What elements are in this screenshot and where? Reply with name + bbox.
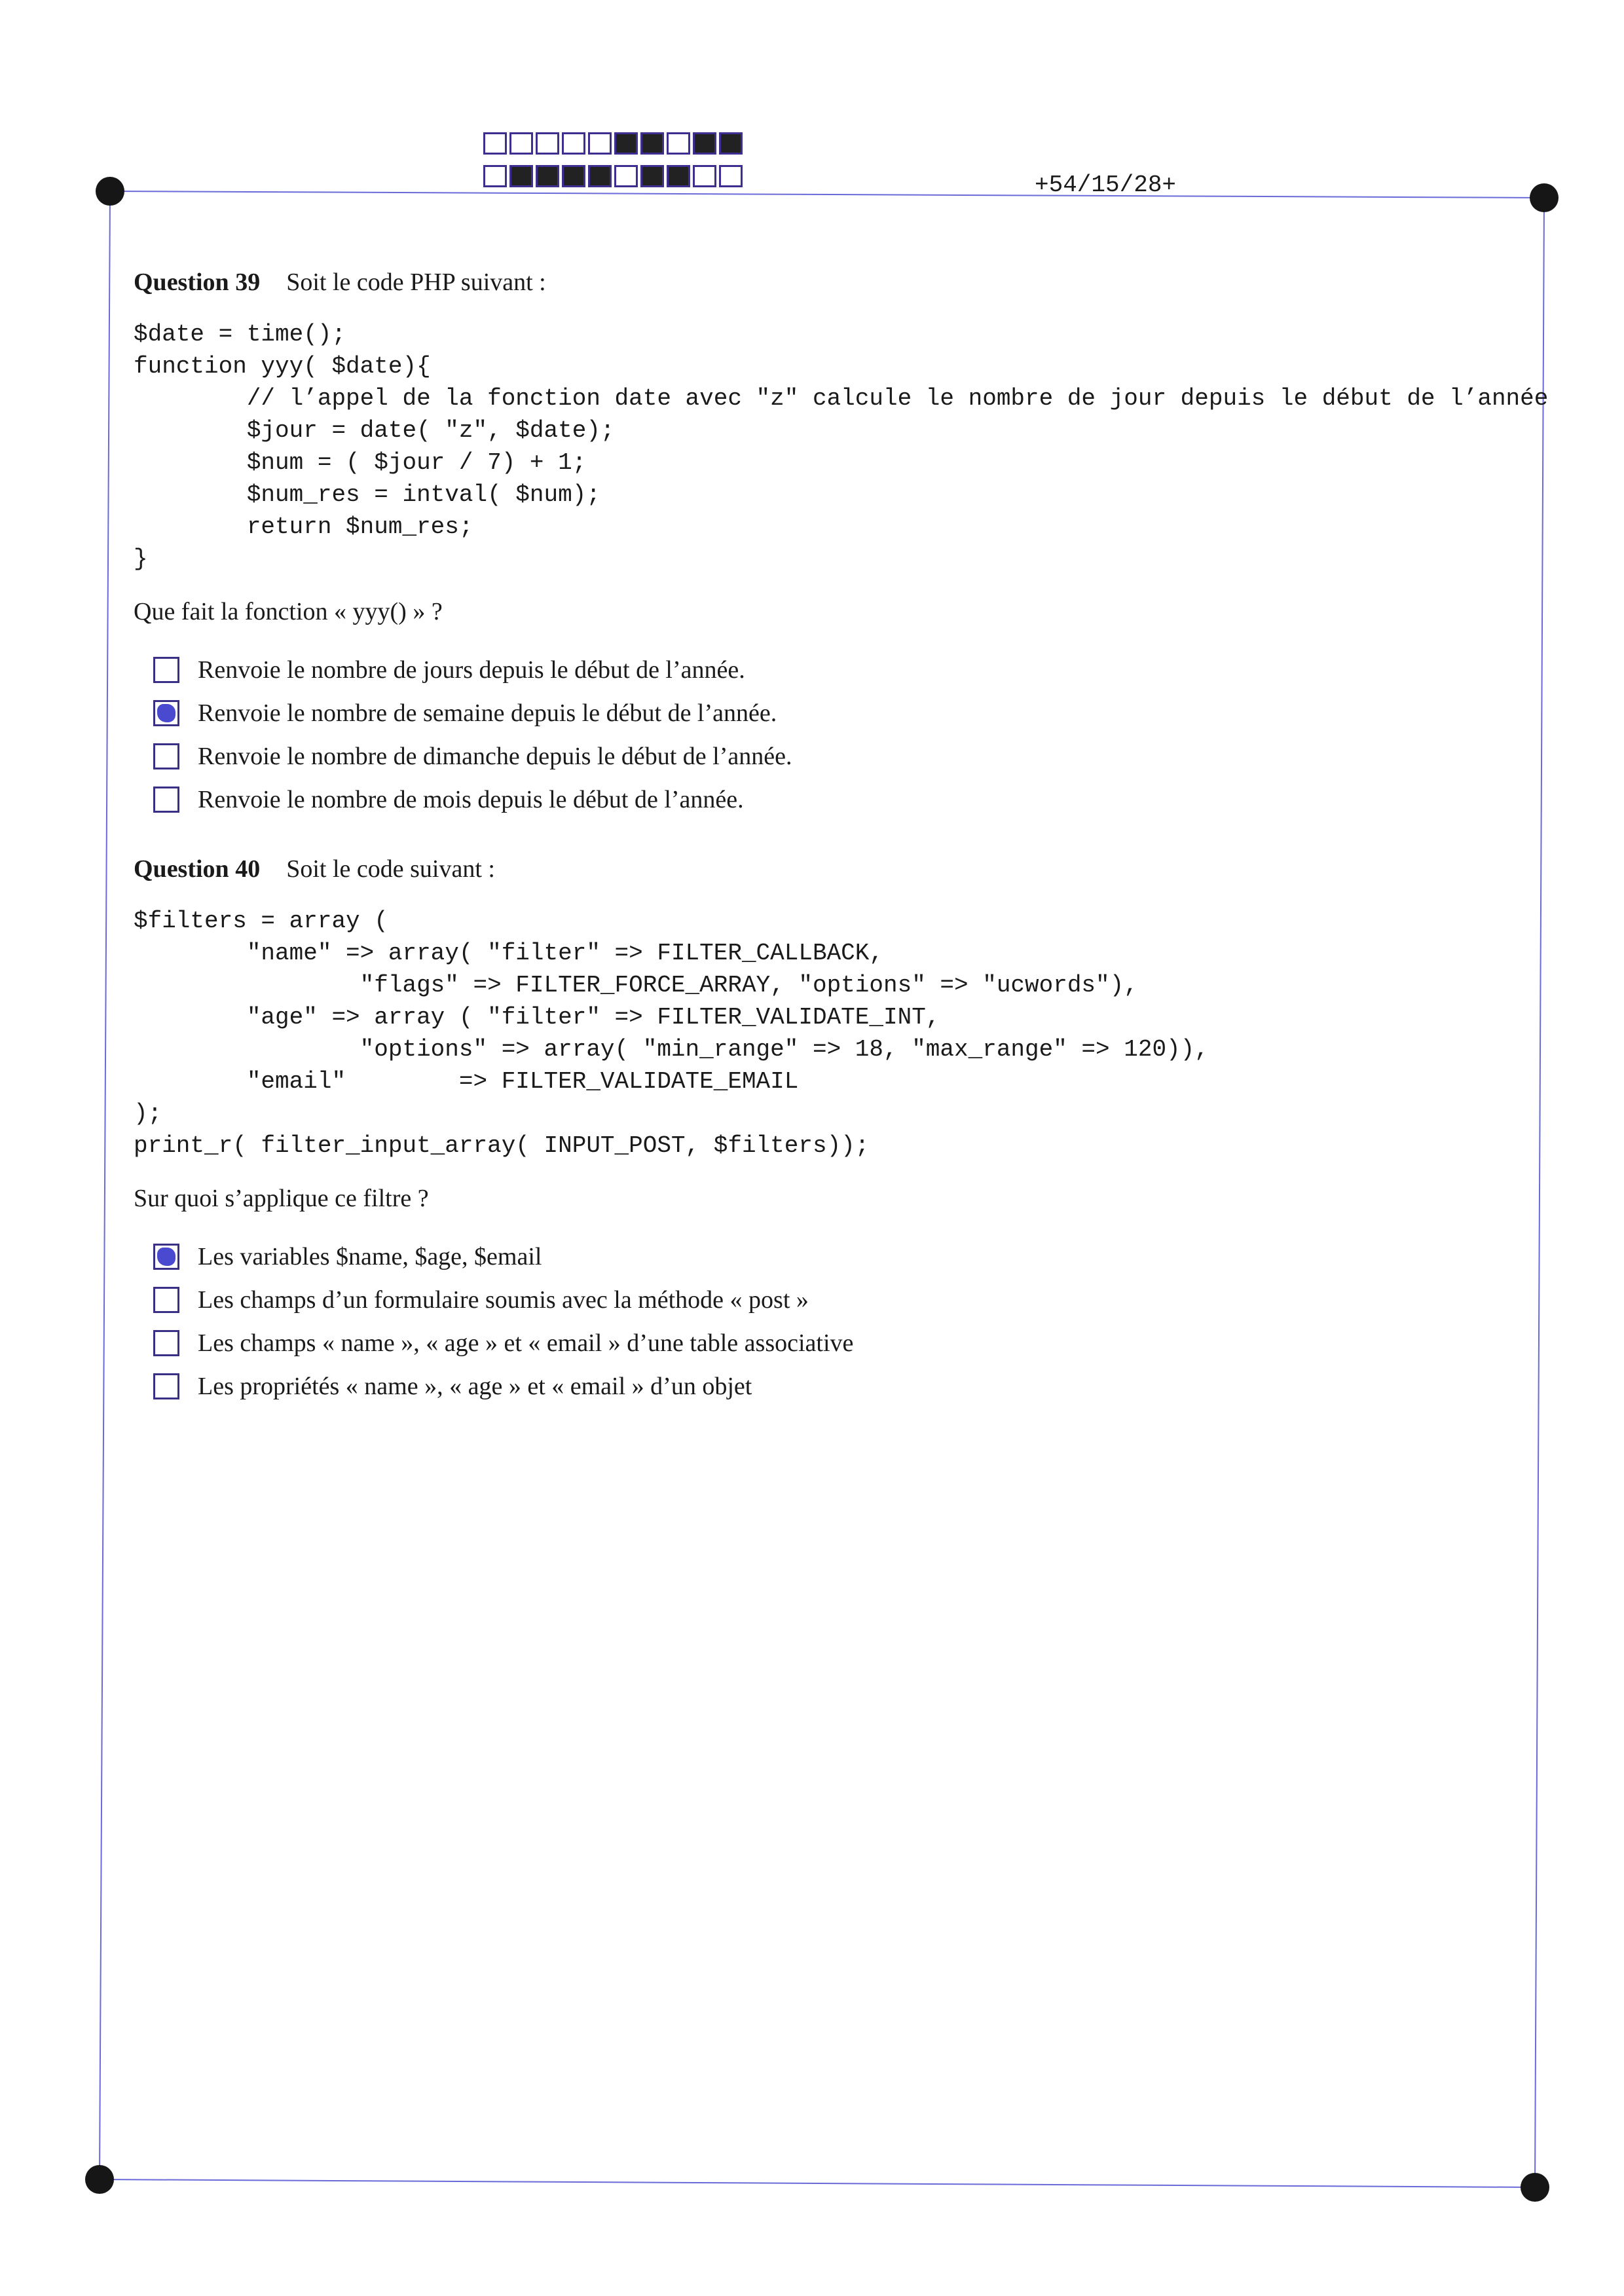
checkbox[interactable] — [153, 657, 179, 683]
option-label: Renvoie le nombre de jours depuis le début de l’année. — [198, 656, 745, 684]
checkbox-checked[interactable] — [153, 700, 179, 726]
answer-option[interactable] — [153, 1365, 1209, 1408]
barcode-cell — [588, 132, 612, 155]
answer-option[interactable] — [153, 648, 1548, 692]
barcode-cell — [693, 165, 716, 187]
code-line: } — [134, 546, 148, 572]
barcode-cell — [509, 132, 533, 155]
question-number: Question 40 — [134, 855, 261, 883]
barcode-cell — [483, 132, 507, 155]
option-label: Renvoie le nombre de semaine depuis le début de l’année. — [198, 699, 777, 727]
question-prompt: Que fait la fonction « yyy() » ? — [134, 598, 443, 625]
page-id: +54/15/28+ — [1035, 172, 1177, 198]
answer-option[interactable] — [153, 778, 1548, 821]
checkbox[interactable] — [153, 743, 179, 769]
barcode-cell — [562, 165, 585, 187]
answer-options — [153, 1235, 1209, 1408]
option-label: Renvoie le nombre de mois depuis le début de l’année. — [198, 786, 744, 813]
barcode-cell — [614, 165, 638, 187]
question-header — [134, 857, 1209, 881]
question-40 — [134, 857, 1209, 1408]
checkbox-checked[interactable] — [153, 1244, 179, 1270]
code-line: $date = time(); — [134, 321, 346, 348]
question-39 — [134, 270, 1548, 821]
code-line: $num_res = intval( $num); — [134, 481, 600, 508]
barcode-cell — [562, 132, 585, 155]
code-line: $filters = array ( — [134, 908, 388, 935]
question-number: Question 39 — [134, 268, 261, 296]
barcode-cell — [614, 132, 638, 155]
option-label: Les variables $name, $age, $email — [198, 1243, 542, 1270]
barcode-cell — [667, 165, 690, 187]
barcode-row-bottom — [483, 165, 745, 187]
option-label: Renvoie le nombre de dimanche depuis le début de l’année. — [198, 743, 792, 770]
code-line: "age" => array ( "filter" => FILTER_VALIDATE_INT, — [134, 1004, 940, 1031]
barcode-cell — [693, 132, 716, 155]
barcode-cell — [640, 165, 664, 187]
checkbox[interactable] — [153, 1287, 179, 1313]
option-label: Les champs « name », « age » et « email » d’une table associative — [198, 1329, 854, 1357]
answer-option[interactable] — [153, 1322, 1209, 1365]
checkbox[interactable] — [153, 787, 179, 813]
registration-mark-bottom-left — [85, 2165, 114, 2194]
answer-options — [153, 648, 1548, 821]
option-label: Les champs d’un formulaire soumis avec la méthode « post » — [198, 1286, 809, 1314]
code-line: $num = ( $jour / 7) + 1; — [134, 449, 587, 476]
option-label: Les propriétés « name », « age » et « email » d’un objet — [198, 1373, 752, 1400]
code-line: "name" => array( "filter" => FILTER_CALLBACK, — [134, 940, 883, 967]
answer-option[interactable] — [153, 735, 1548, 778]
barcode-cell — [640, 132, 664, 155]
registration-mark-top-right — [1530, 183, 1559, 212]
barcode-cell — [509, 165, 533, 187]
code-line: ); — [134, 1100, 162, 1127]
question-prompt: Sur quoi s’applique ce filtre ? — [134, 1185, 429, 1212]
checkbox[interactable] — [153, 1373, 179, 1399]
checkbox[interactable] — [153, 1330, 179, 1356]
answer-option[interactable] — [153, 692, 1548, 735]
question-intro: Soit le code suivant : — [286, 855, 495, 883]
barcode-cell — [536, 165, 559, 187]
code-line: // l’appel de la fonction date avec "z" calcule le nombre de jour depuis le début de l’année — [134, 385, 1549, 412]
question-header — [134, 270, 1548, 295]
code-line: $jour = date( "z", $date); — [134, 417, 615, 444]
answer-option[interactable] — [153, 1278, 1209, 1322]
code-line: "email" => FILTER_VALIDATE_EMAIL — [134, 1068, 799, 1095]
barcode-cell — [667, 132, 690, 155]
barcode-cell — [536, 132, 559, 155]
barcode-row-top — [483, 132, 745, 155]
barcode-cell — [719, 165, 743, 187]
code-line: "options" => array( "min_range" => 18, "max_range" => 120)), — [134, 1036, 1209, 1063]
code-line: return $num_res; — [134, 513, 473, 540]
registration-mark-top-left — [96, 177, 124, 206]
code-line: print_r( filter_input_array( INPUT_POST, $filters)); — [134, 1132, 870, 1159]
answer-option[interactable] — [153, 1235, 1209, 1278]
barcode-cell — [719, 132, 743, 155]
code-block — [134, 318, 1548, 575]
barcode-cell — [588, 165, 612, 187]
registration-mark-bottom-right — [1521, 2173, 1549, 2202]
code-block — [134, 905, 1209, 1162]
barcode-cell — [483, 165, 507, 187]
code-line: "flags" => FILTER_FORCE_ARRAY, "options" => "ucwords"), — [134, 972, 1138, 999]
question-intro: Soit le code PHP suivant : — [286, 268, 546, 296]
code-line: function yyy( $date){ — [134, 353, 431, 380]
